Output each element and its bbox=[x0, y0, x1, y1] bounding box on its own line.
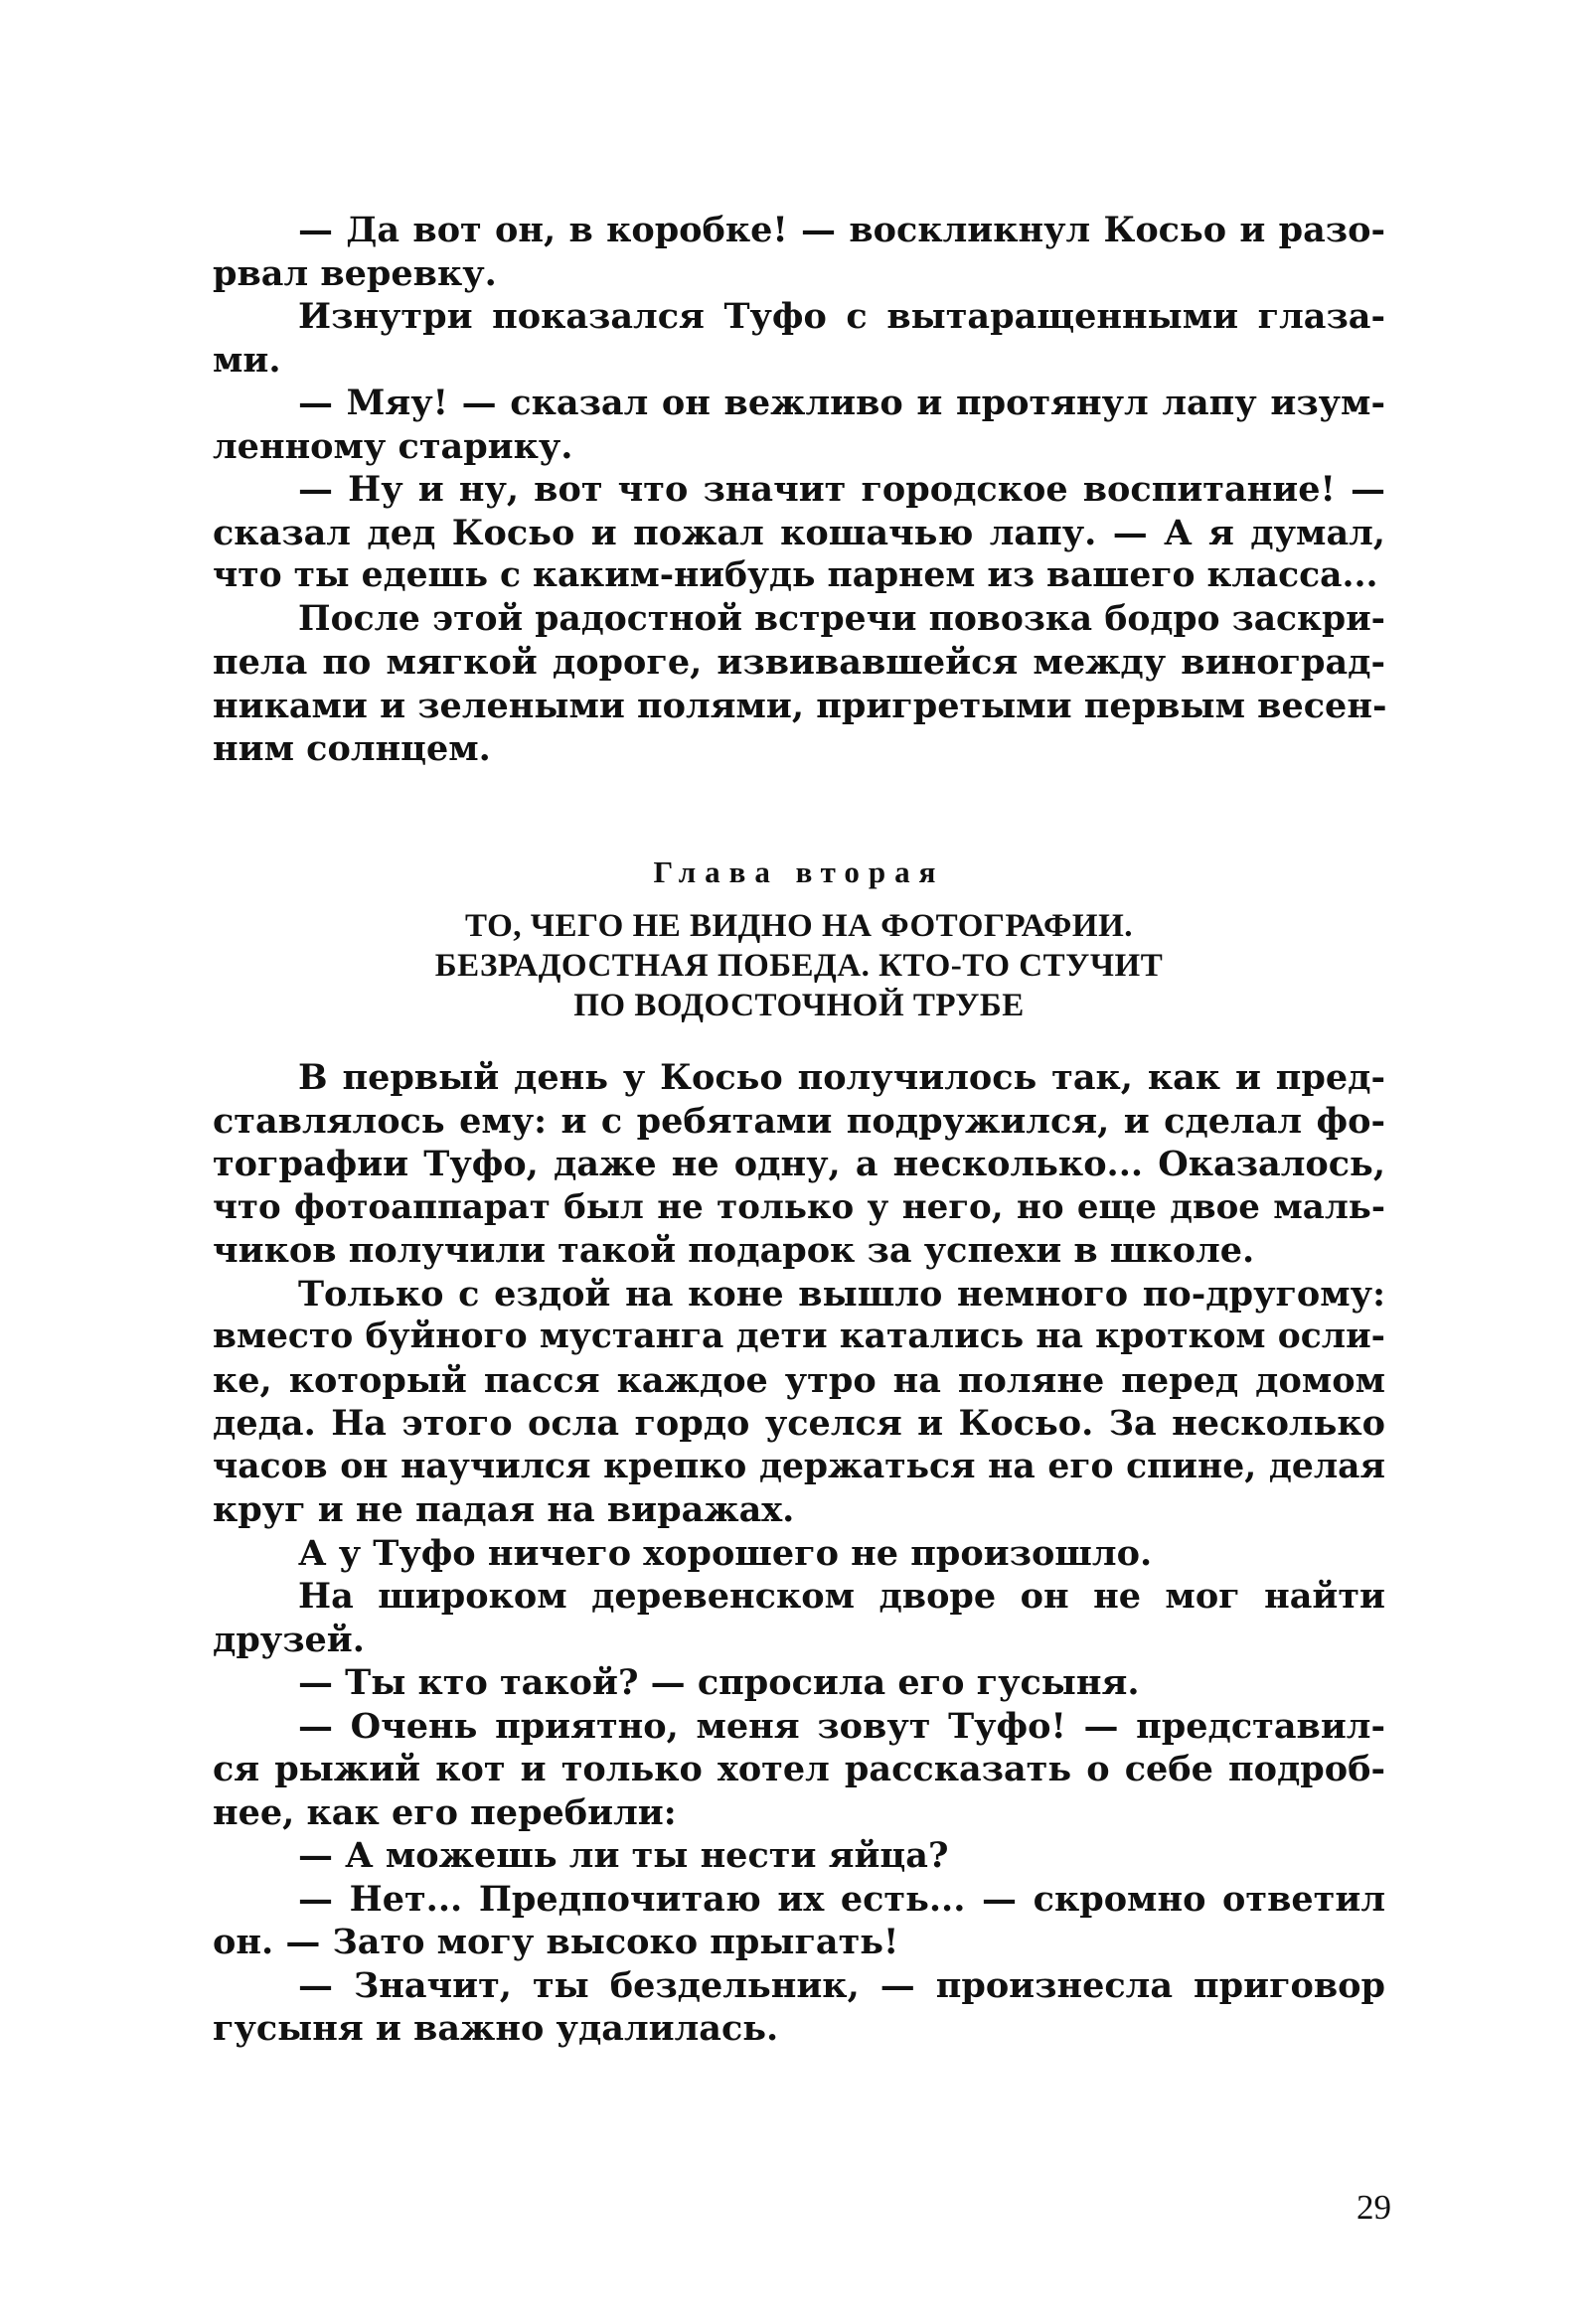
text-line: — Ну и ну, вот что значит городское воспитание! — bbox=[298, 469, 1385, 510]
text-line: Только с ездой на коне вышло немного по-другому: bbox=[298, 1273, 1385, 1315]
text-line: Изнутри показался Туфо с вытаращенными глаза- bbox=[298, 296, 1385, 337]
text-line: друзей. bbox=[213, 1619, 365, 1660]
chapter-label: Глава вторая bbox=[653, 854, 945, 889]
text-line: — Очень приятно, меня зовут Туфо! — представил- bbox=[298, 1705, 1385, 1747]
text-line: А у Туфо ничего хорошего не произошло. bbox=[298, 1532, 1153, 1574]
text-line: круг и не падая на виражах. bbox=[213, 1489, 795, 1530]
text-line: нее, как его перебили: bbox=[213, 1791, 677, 1833]
text-line: ке, который пасся каждое утро на поляне перед домом bbox=[213, 1359, 1385, 1401]
text-line: — Значит, ты бездельник, — произнесла приговор bbox=[298, 1964, 1385, 2006]
text-line: рвал веревку. bbox=[213, 252, 497, 294]
text-line: — А можешь ли ты нести яйца? bbox=[298, 1835, 949, 1876]
text-line: гусыня и важно удалилась. bbox=[213, 2008, 779, 2049]
text-line: никами и зелеными полями, пригретыми первым весен- bbox=[213, 685, 1387, 726]
text-line: пела по мягкой дороге, извивавшейся между виноград- bbox=[213, 642, 1385, 683]
text-line: что ты едешь с каким-нибудь парнем из вашего класса... bbox=[213, 555, 1378, 595]
text-line: чиков получили такой подарок за успехи в школе. bbox=[213, 1230, 1255, 1271]
text-line: вместо буйного мустанга дети катались на кротком осли- bbox=[213, 1317, 1385, 1356]
chapter-title-line: ТО, ЧЕГО НЕ ВИДНО НА ФОТОГРАФИИ. bbox=[465, 908, 1133, 944]
text-line: — Мяу! — сказал он вежливо и протянул лапу изум- bbox=[298, 383, 1385, 423]
text-line: сказал дед Косьо и пожал кошачью лапу. — А я думал, bbox=[213, 512, 1385, 553]
text-line: После этой радостной встречи повозка бодро заскри- bbox=[298, 598, 1385, 639]
text-line: деда. На этого осла гордо уселся и Косьо. За несколько bbox=[213, 1403, 1385, 1444]
text-line: В первый день у Косьо получилось так, как и пред- bbox=[298, 1057, 1385, 1098]
text-line: — Нет... Предпочитаю их есть... — скромно ответил bbox=[298, 1878, 1385, 1920]
text-line: часов он научился крепко держаться на его спине, делая bbox=[213, 1446, 1385, 1486]
chapter-title-line: БЕЗРАДОСТНАЯ ПОБЕДА. КТО-ТО СТУЧИТ bbox=[434, 948, 1164, 984]
text-line: ся рыжий кот и только хотел рассказать о себе подроб- bbox=[213, 1749, 1385, 1789]
text-line: тографии Туфо, даже не одну, а несколько... Оказалось, bbox=[213, 1144, 1385, 1184]
text-line: — Да вот он, в коробке! — воскликнул Косьо и разо- bbox=[298, 210, 1385, 250]
text-line: ленному старику. bbox=[213, 425, 573, 467]
text-line: — Ты кто такой? — спросила его гусыня. bbox=[298, 1662, 1140, 1703]
page-number: 29 bbox=[1357, 2188, 1391, 2227]
text-line: что фотоаппарат был не только у него, но еще двое маль- bbox=[213, 1186, 1385, 1227]
text-block-top bbox=[213, 209, 1385, 771]
text-line: ми. bbox=[213, 339, 281, 381]
text-line: ним солнцем. bbox=[213, 728, 491, 769]
text-line: он. — Зато могу высоко прыгать! bbox=[213, 1922, 899, 1962]
text-block-body bbox=[213, 1056, 1385, 2051]
text-line: ставлялось ему: и с ребятами подружился, и сделал фо- bbox=[213, 1100, 1385, 1142]
text-line: На широком деревенском дворе он не мог найти bbox=[298, 1576, 1385, 1617]
chapter-title-line: ПО ВОДОСТОЧНОЙ ТРУБЕ bbox=[573, 988, 1025, 1023]
chapter-title bbox=[213, 906, 1385, 1025]
